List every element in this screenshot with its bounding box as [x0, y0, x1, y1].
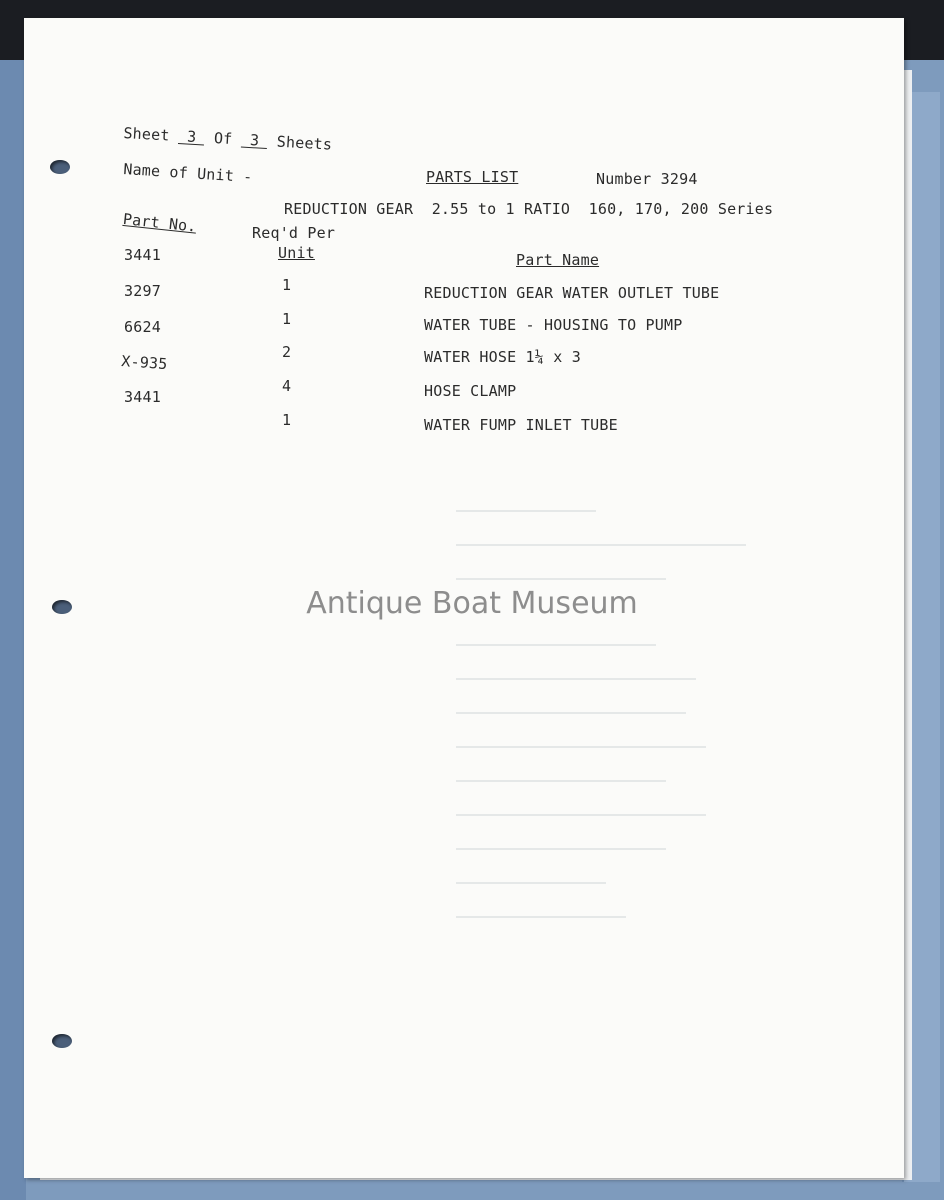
quantity: 4: [282, 377, 292, 395]
bleed-through-line: [456, 678, 696, 680]
folder-left-edge: [0, 60, 26, 1200]
quantity: 1: [282, 276, 292, 294]
quantity: 1: [282, 411, 292, 429]
bleed-through-line: [456, 510, 596, 512]
part-number: 3441: [124, 246, 161, 264]
binder-hole-bottom: [52, 1034, 72, 1048]
bleed-through-line: [456, 712, 686, 714]
unit-name: REDUCTION GEAR 2.55 to 1 RATIO 160, 170, 200 Series: [284, 200, 774, 218]
part-number: 3297: [124, 282, 161, 300]
number-value: 3294: [660, 170, 698, 188]
bleed-through-line: [456, 848, 666, 850]
part-name: HOSE CLAMP: [424, 382, 517, 400]
bleed-through-line: [456, 644, 656, 646]
document-number: [596, 170, 698, 188]
bleed-through-line: [456, 916, 626, 918]
part-name: REDUCTION GEAR WATER OUTLET TUBE: [424, 284, 720, 302]
part-number: X-935: [120, 352, 169, 374]
part-name-header: Part Name: [516, 251, 600, 269]
of-word: Of: [213, 129, 233, 149]
bleed-through-line: [456, 746, 706, 748]
sheet-word: Sheet: [122, 124, 171, 145]
sheet-total: 3: [241, 133, 268, 149]
quantity: 2: [282, 343, 292, 361]
unit-header: Unit: [278, 244, 315, 262]
part-name: WATER TUBE - HOUSING TO PUMP: [424, 316, 683, 334]
reqd-per-header: Req'd Per: [252, 224, 336, 242]
parts-list-title: PARTS LIST: [426, 168, 519, 186]
binder-hole-top: [50, 160, 70, 174]
part-no-header: Part No.: [122, 210, 198, 236]
number-label: Number: [596, 170, 652, 188]
part-name: WATER HOSE 1¼ x 3: [424, 348, 581, 366]
part-number: 6624: [124, 318, 161, 336]
sheets-word: Sheets: [276, 132, 333, 154]
bleed-through-line: [456, 814, 706, 816]
part-number: 3441: [124, 388, 161, 406]
bleed-through-line: [456, 578, 666, 580]
part-name: WATER FUMP INLET TUBE: [424, 416, 618, 434]
bleed-through-line: [456, 780, 666, 782]
bleed-through-line: [456, 882, 606, 884]
museum-watermark: Antique Boat Museum: [306, 586, 638, 621]
bleed-through-line: [456, 544, 746, 546]
unit-label: Name of Unit -: [122, 160, 253, 187]
sheet-number: 3: [178, 129, 205, 145]
quantity: 1: [282, 310, 292, 328]
